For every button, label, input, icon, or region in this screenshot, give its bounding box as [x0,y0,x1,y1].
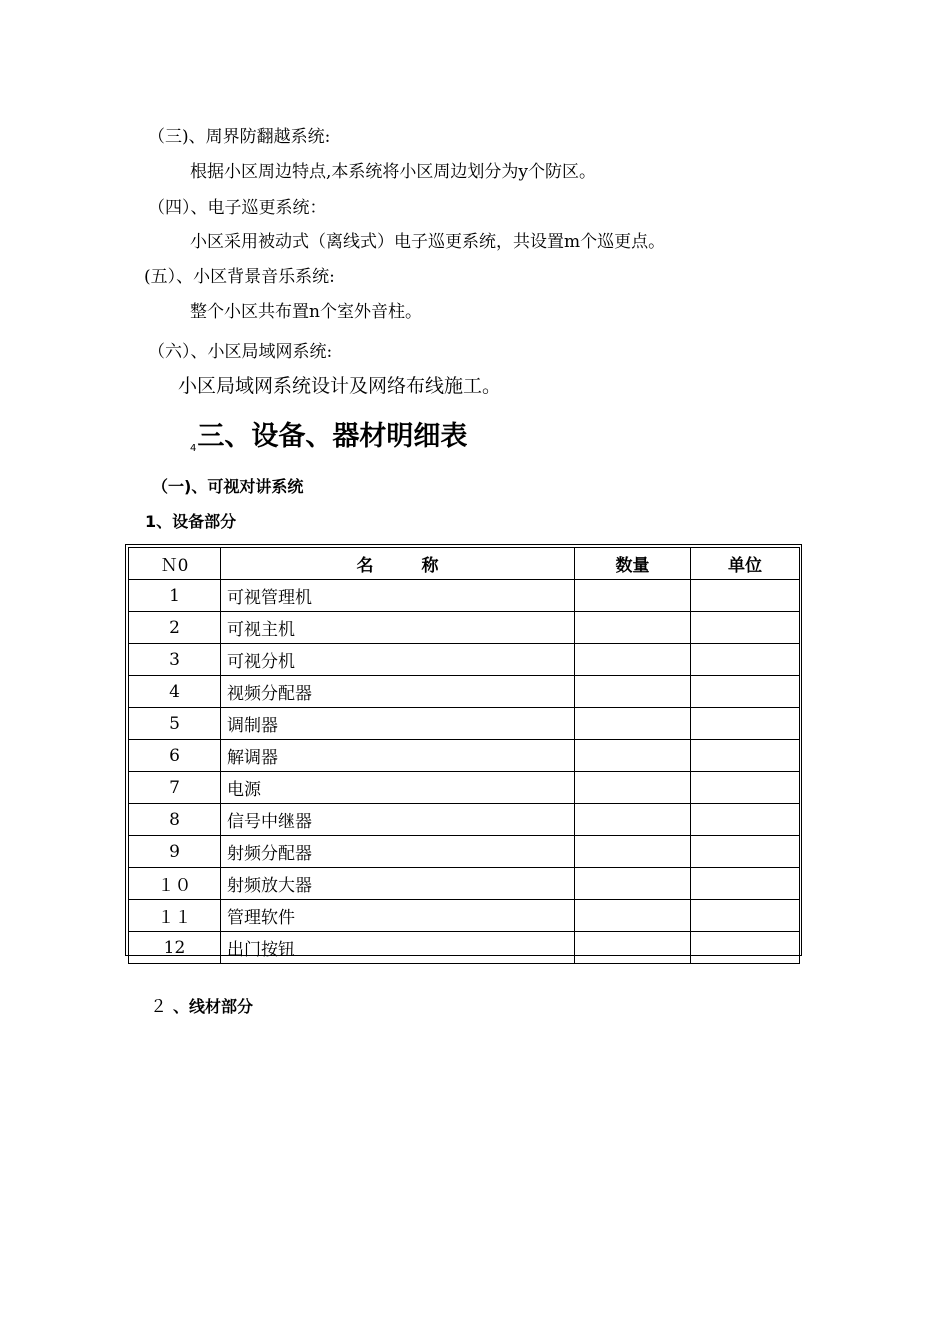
cell-qty [575,868,691,900]
heading-text: 三、设备、器材明细表 [197,421,468,452]
cell-name: 解调器 [221,740,575,772]
cell-name: 可视主机 [221,612,575,644]
cell-no: 7 [129,772,221,804]
cell-no: 8 [129,804,221,836]
table-row [129,900,800,932]
cell-unit [691,740,800,772]
cell-qty [575,644,691,676]
equipment-table-frame [125,544,802,960]
equipment-part-title: 1、设备部分 [145,512,237,531]
cell-no: １１ [129,900,221,932]
cell-name: 出门按钮 [221,932,575,964]
cell-no: 5 [129,708,221,740]
table-row [129,932,800,964]
cell-unit [691,644,800,676]
subsection-title: （一)、可视对讲系统 [152,477,304,496]
cell-name: 信号中继器 [221,804,575,836]
wire-part-number: ２ [150,997,167,1017]
cell-qty [575,900,691,932]
cell-name: 电源 [221,772,575,804]
header-name [221,548,575,580]
cell-name: 管理软件 [221,900,575,932]
cell-no: 12 [129,932,221,964]
header-no: Ｎ0 [129,548,221,580]
cell-qty [575,804,691,836]
cell-unit [691,836,800,868]
cell-qty [575,740,691,772]
cell-unit [691,804,800,836]
cell-unit [691,868,800,900]
wire-part-text: 、线材部分 [173,997,254,1016]
cell-no: 1 [129,580,221,612]
cell-no: １０ [129,868,221,900]
section-6-body: 小区局域网系统设计及网络布线施工。 [178,375,502,397]
section-4-title: （四）、电子巡更系统： [148,198,327,218]
cell-name: 可视管理机 [221,580,575,612]
cell-name: 可视分机 [221,644,575,676]
table-row [129,868,800,900]
cell-name: 调制器 [221,708,575,740]
cell-qty [575,772,691,804]
table-row [129,740,800,772]
header-qty: 数量 [575,548,691,580]
table-row [129,804,800,836]
section-3-title: （三)、周界防翻越系统: [148,127,331,147]
cell-unit [691,772,800,804]
cell-no: 6 [129,740,221,772]
section-3-body: 根据小区周边特点,本系统将小区周边划分为y个防区。 [190,162,597,182]
cell-name: 视频分配器 [221,676,575,708]
cell-name: 射频分配器 [221,836,575,868]
table-row [129,836,800,868]
cell-no: 4 [129,676,221,708]
section-6-title: （六）、小区局域网系统: [148,342,333,362]
cell-unit [691,676,800,708]
section-5-body: 整个小区共布置n个室外音柱。 [190,302,422,322]
cell-unit [691,612,800,644]
cell-unit [691,932,800,964]
cell-name: 射频放大器 [221,868,575,900]
cell-no: 9 [129,836,221,868]
equipment-table [128,547,800,964]
table-row [129,580,800,612]
section-4-body: 小区采用被动式（离线式）电子巡更系统，共设置m个巡更点。 [190,232,666,252]
table-header-row [129,548,800,580]
section-5-title: (五）、小区背景音乐系统: [144,267,335,287]
wire-part-title [150,996,253,1018]
table-row [129,612,800,644]
table-row [129,644,800,676]
main-heading [190,414,467,454]
heading-marker: 4 [190,443,197,454]
cell-unit [691,708,800,740]
header-unit: 单位 [691,548,800,580]
cell-qty [575,612,691,644]
table-row [129,708,800,740]
cell-qty [575,932,691,964]
cell-no: 3 [129,644,221,676]
cell-unit [691,580,800,612]
header-name-a: 名 [356,556,374,576]
cell-unit [691,900,800,932]
table-row [129,772,800,804]
cell-no: 2 [129,612,221,644]
cell-qty [575,676,691,708]
cell-qty [575,580,691,612]
cell-qty [575,708,691,740]
cell-qty [575,836,691,868]
header-name-b: 称 [421,556,439,576]
table-row [129,676,800,708]
